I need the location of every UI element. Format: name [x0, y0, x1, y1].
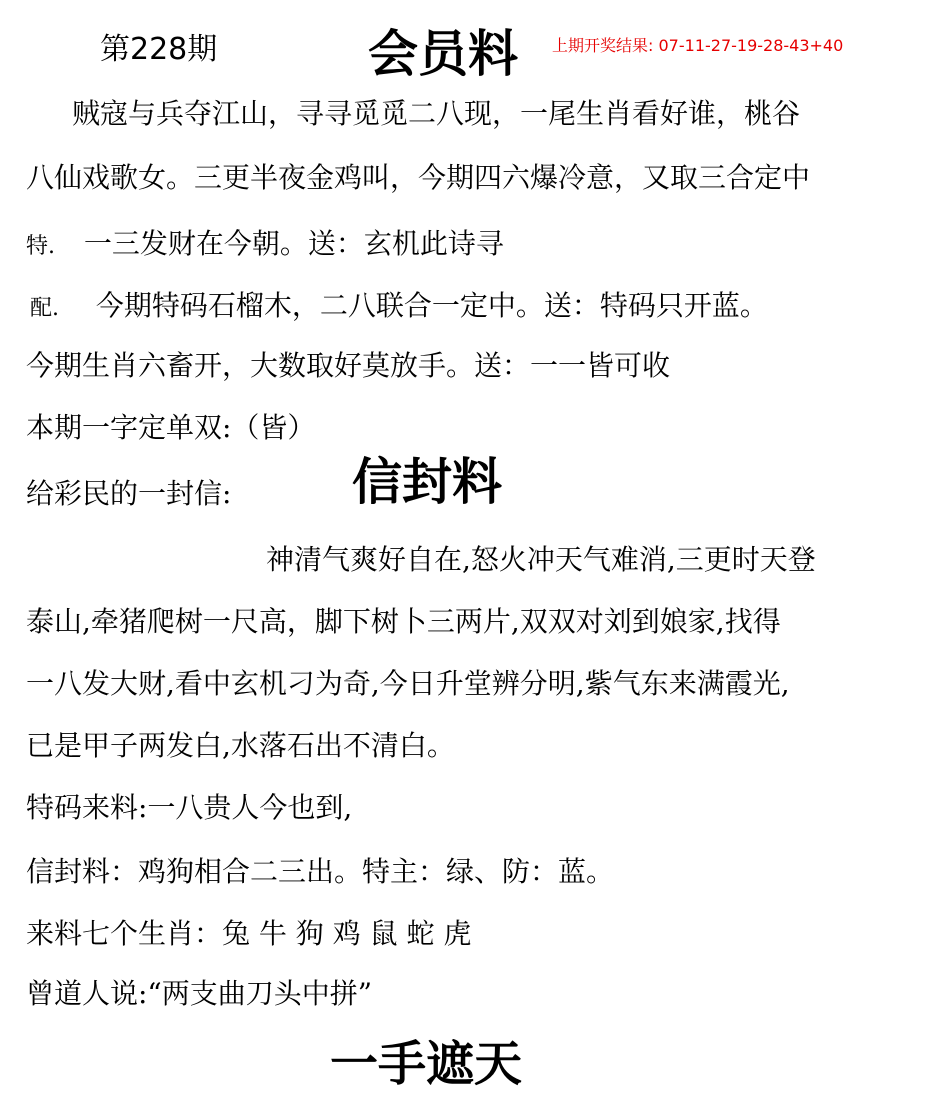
member-line-3-text: 一三发财在今朝。送：玄机此诗寻	[83, 227, 504, 260]
page-title: 会员料	[368, 24, 518, 83]
taoist-saying: 曾道人说:“两支曲刀头中拼”	[26, 977, 373, 1010]
letter-intro: 给彩民的一封信:	[26, 477, 232, 510]
last-draw-result	[552, 36, 843, 56]
member-line-1: 贼寇与兵夺江山，寻寻觅觅二八现，一尾生肖看好谁，桃谷	[72, 97, 801, 130]
letter-line-2: 泰山,牵猪爬树一尺高，脚下树卜三两片,双双对刘到娘家,找得	[26, 605, 781, 638]
letter-line-4: 已是甲子两发白,水落石出不清白。	[26, 729, 455, 762]
envelope-material: 信封料：鸡狗相合二三出。特主：绿、防：蓝。	[26, 855, 615, 888]
footer-title: 一手遮天	[330, 1036, 523, 1092]
member-line-6: 本期一字定单双:（皆）	[26, 411, 316, 444]
issue-number: 第228期	[100, 32, 218, 67]
last-draw-label: 上期开奖结果:	[552, 36, 654, 55]
member-line-3	[26, 226, 504, 265]
letter-title: 信封料	[352, 452, 502, 511]
member-line-4-prefix: 配.	[30, 296, 59, 321]
member-line-5: 今期生肖六畜开，大数取好莫放手。送：一一皆可收	[26, 349, 671, 382]
special-code-source: 特码来料:一八贵人今也到,	[26, 791, 353, 824]
member-line-2: 八仙戏歌女。三更半夜金鸡叫，今期四六爆冷意，又取三合定中	[26, 161, 811, 194]
member-line-3-prefix: 特.	[26, 234, 55, 259]
last-draw-numbers: 07-11-27-19-28-43+40	[658, 36, 844, 55]
member-line-4	[30, 288, 768, 327]
letter-line-3: 一八发大财,看中玄机刁为奇,今日升堂辨分明,紫气东来满霞光,	[26, 667, 790, 700]
letter-line-1: 神清气爽好自在,怒火冲天气难消,三更时天登	[266, 543, 816, 576]
member-line-4-text: 今期特码石榴木，二八联合一定中。送：特码只开蓝。	[95, 289, 768, 322]
seven-zodiac: 来料七个生肖：兔 牛 狗 鸡 鼠 蛇 虎	[26, 917, 472, 950]
